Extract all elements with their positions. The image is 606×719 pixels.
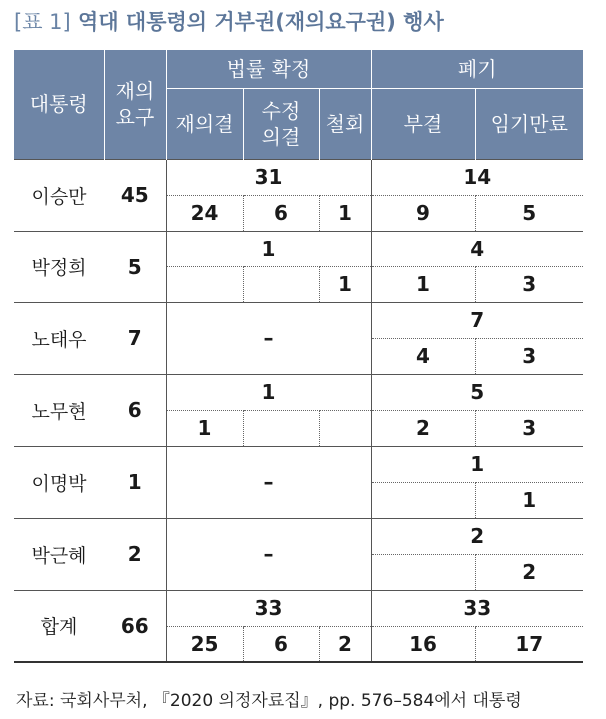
- amended-count: [243, 266, 319, 302]
- confirmed-dash: –: [166, 518, 371, 590]
- expired-count: 17: [475, 626, 583, 662]
- header-requests-line2: 요구: [115, 105, 155, 130]
- confirmed-total: 1: [166, 231, 371, 266]
- header-rejected: 부결: [371, 88, 475, 159]
- amended-count: 6: [243, 195, 319, 231]
- expired-count: 3: [475, 338, 583, 374]
- total-label: 합계: [14, 590, 104, 662]
- table-number: [표 1]: [14, 10, 71, 34]
- withdrawn-count: 2: [319, 626, 371, 662]
- discarded-total: 4: [371, 231, 583, 266]
- expired-count: 3: [475, 266, 583, 302]
- request-count: 6: [104, 374, 166, 446]
- veto-table: [14, 50, 583, 663]
- table-row: [14, 518, 583, 554]
- confirmed-total: 31: [166, 159, 371, 195]
- confirmed-dash: –: [166, 302, 371, 374]
- discarded-total: 7: [371, 302, 583, 338]
- amended-count: [243, 410, 319, 446]
- expired-count: 2: [475, 554, 583, 590]
- discarded-total: 33: [371, 590, 583, 626]
- header-president: 대통령: [14, 50, 104, 159]
- discarded-total: 1: [371, 446, 583, 482]
- rejected-count: 4: [371, 338, 475, 374]
- discarded-total: 5: [371, 374, 583, 410]
- header-requests: [104, 50, 166, 159]
- header-reaffirmed: 재의결: [166, 88, 243, 159]
- reaffirmed-count: 25: [166, 626, 243, 662]
- rejected-count: 9: [371, 195, 475, 231]
- discarded-total: 2: [371, 518, 583, 554]
- expired-count: 1: [475, 482, 583, 518]
- table-row: [14, 374, 583, 410]
- confirmed-total: 1: [166, 374, 371, 410]
- rejected-count: [371, 554, 475, 590]
- withdrawn-count: 1: [319, 266, 371, 302]
- table-row: [14, 302, 583, 338]
- request-count: 1: [104, 446, 166, 518]
- rejected-count: 1: [371, 266, 475, 302]
- request-count: 66: [104, 590, 166, 662]
- header-amended: [243, 88, 319, 159]
- president-name: 노무현: [14, 374, 104, 446]
- table-title: [14, 6, 444, 36]
- table-title-text: 역대 대통령의 거부권(재의요구권) 행사: [78, 10, 444, 34]
- header-group-discarded: 폐기: [371, 50, 583, 88]
- withdrawn-count: 1: [319, 195, 371, 231]
- president-name: 노태우: [14, 302, 104, 374]
- reaffirmed-count: 1: [166, 410, 243, 446]
- header-amended-line1: 수정: [261, 98, 301, 123]
- expired-count: 3: [475, 410, 583, 446]
- discarded-total: 14: [371, 159, 583, 195]
- president-name: 이승만: [14, 159, 104, 231]
- president-name: 박근혜: [14, 518, 104, 590]
- request-count: 5: [104, 231, 166, 302]
- rejected-count: [371, 482, 475, 518]
- confirmed-total: 33: [166, 590, 371, 626]
- header-group-confirmed: 법률 확정: [166, 50, 371, 88]
- withdrawn-count: [319, 410, 371, 446]
- source-note: 자료: 국회사무처, 『2020 의정자료집』, pp. 576–584에서 대통령: [16, 691, 522, 711]
- table-row: [14, 231, 583, 266]
- president-name: 이명박: [14, 446, 104, 518]
- reaffirmed-count: [166, 266, 243, 302]
- header-amended-line2: 의결: [261, 124, 301, 149]
- rejected-count: 2: [371, 410, 475, 446]
- request-count: 2: [104, 518, 166, 590]
- table-row: [14, 159, 583, 195]
- reaffirmed-count: 24: [166, 195, 243, 231]
- header-requests-line1: 재의: [115, 79, 155, 104]
- confirmed-dash: –: [166, 446, 371, 518]
- expired-count: 5: [475, 195, 583, 231]
- request-count: 7: [104, 302, 166, 374]
- header-withdrawn: 철회: [319, 88, 371, 159]
- rejected-count: 16: [371, 626, 475, 662]
- header-term-expired: 임기만료: [475, 88, 583, 159]
- table-row: [14, 446, 583, 482]
- president-name: 박정희: [14, 231, 104, 302]
- total-row: [14, 590, 583, 626]
- amended-count: 6: [243, 626, 319, 662]
- request-count: 45: [104, 159, 166, 231]
